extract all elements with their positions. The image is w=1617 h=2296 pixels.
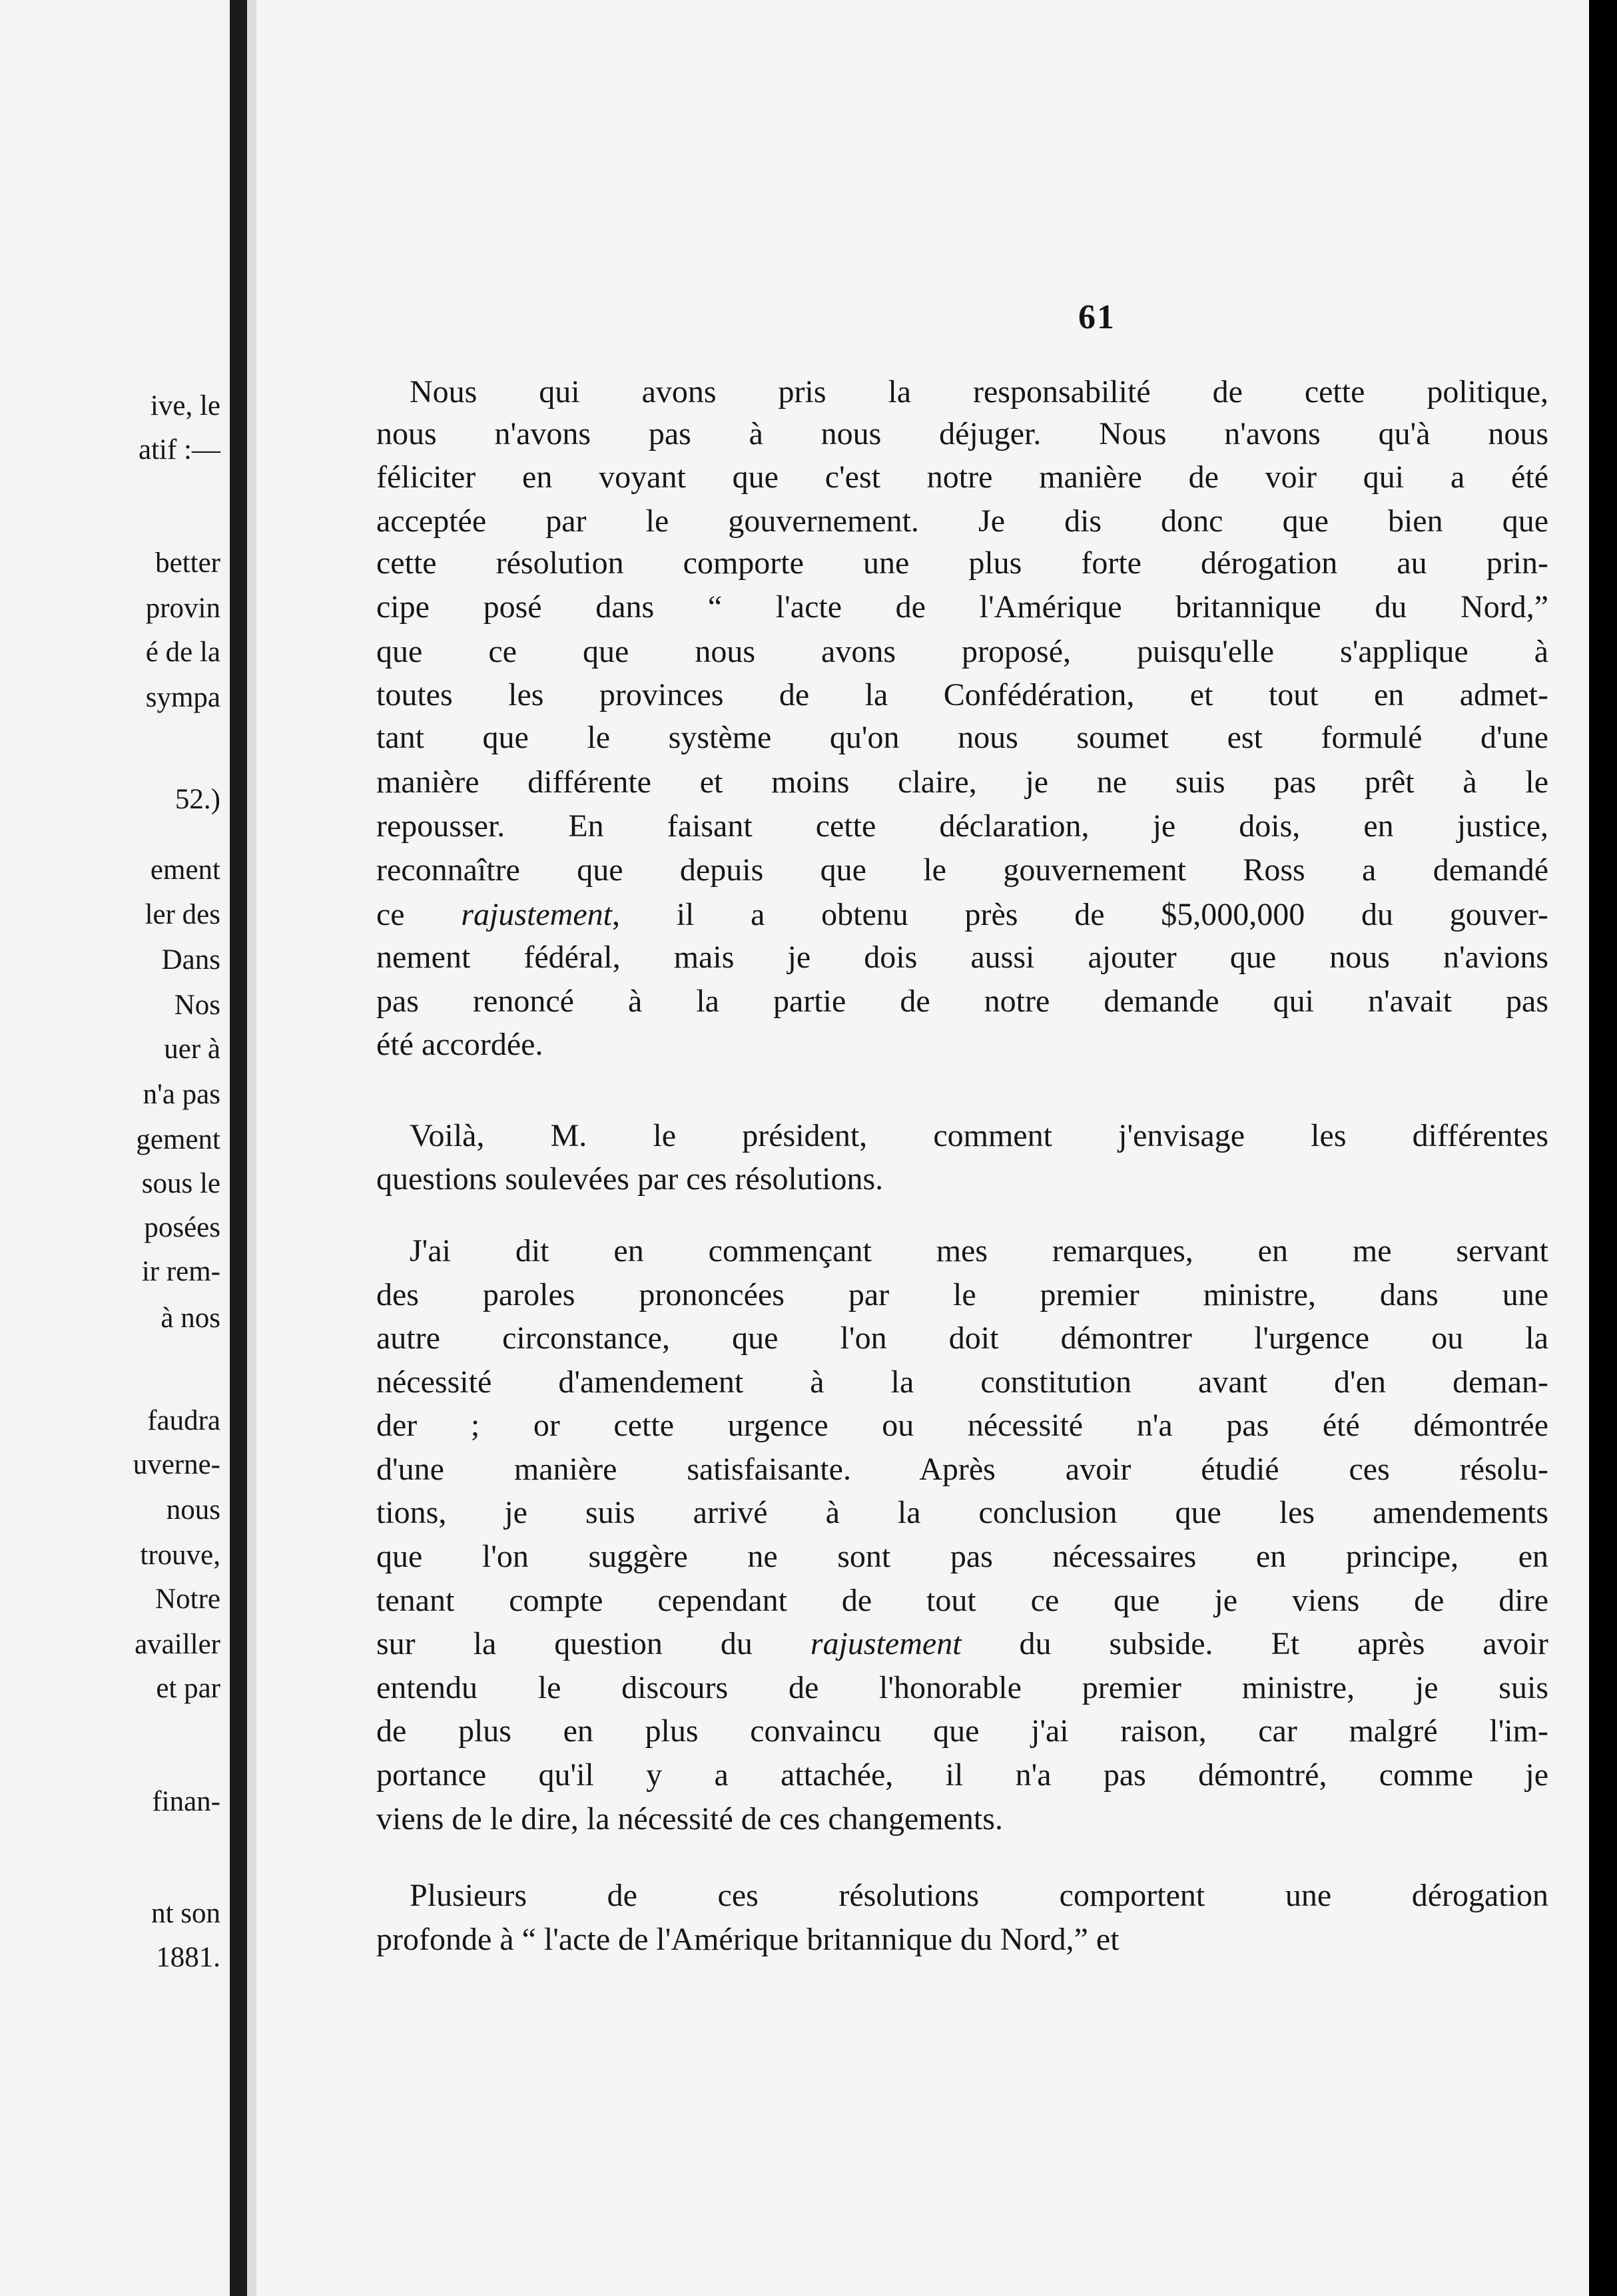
body-text-line: autre circonstance, que l'on doit démontrer l'urgence ou la — [376, 1320, 1548, 1356]
facing-page-line: provin — [145, 593, 220, 624]
facing-page-line: atif :— — [139, 434, 220, 465]
body-text-line: été accordée. — [376, 1027, 543, 1062]
facing-page-line: é de la — [145, 637, 220, 668]
body-text-line: tant que le système qu'on nous soumet est formulé d'une — [376, 720, 1548, 755]
facing-page-line: finan- — [152, 1786, 220, 1817]
body-text-line: Voilà, M. le président, comment j'envisage les différentes — [410, 1118, 1548, 1153]
body-text-line: nécessité d'amendement à la constitution avant d'en deman- — [376, 1364, 1548, 1400]
body-text-line — [376, 1628, 1548, 1660]
body-text-line: que ce que nous avons proposé, puisqu'elle s'applique à — [376, 634, 1548, 669]
facing-page-line: 1881. — [156, 1942, 220, 1973]
facing-page-line: uer à — [164, 1033, 220, 1065]
body-text-line: Plusieurs de ces résolutions comportent une dérogation — [410, 1878, 1548, 1913]
facing-page-line: better — [155, 547, 220, 579]
text-segment: du subside. Et après avoir — [961, 1626, 1548, 1661]
facing-page-line: sympa — [145, 682, 220, 713]
body-text-line: de plus en plus convaincu que j'ai raison, car malgré l'im- — [376, 1713, 1548, 1749]
body-text-line: pas renoncé à la partie de notre demande qui n'avait pas — [376, 984, 1548, 1019]
body-text-line: acceptée par le gouvernement. Je dis donc que bien que — [376, 503, 1548, 539]
body-text-line: des paroles prononcées par le premier ministre, dans une — [376, 1277, 1548, 1312]
italic-term: rajustement — [810, 1626, 962, 1661]
facing-page-line: Notre — [155, 1583, 220, 1615]
page-edge — [247, 0, 256, 2296]
facing-page-line: n'a pas — [143, 1079, 220, 1110]
body-text-line: viens de le dire, la nécessité de ces changements. — [376, 1801, 1003, 1837]
body-text-line: cette résolution comporte une plus forte dérogation au prin- — [376, 545, 1548, 581]
body-text-line: nous n'avons pas à nous déjuger. Nous n'avons qu'à nous — [376, 416, 1548, 451]
body-text-line: nement fédéral, mais je dois aussi ajouter que nous n'avions — [376, 940, 1548, 975]
facing-page-line: Nos — [174, 990, 220, 1021]
facing-page-line: ir rem- — [141, 1256, 220, 1287]
body-text-line: tenant compte cependant de tout ce que je viens de dire — [376, 1583, 1548, 1618]
book-page — [256, 0, 1589, 2296]
facing-page-line: posées — [144, 1212, 220, 1243]
facing-page-line: ive, le — [150, 390, 220, 422]
body-text-line: cipe posé dans “ l'acte de l'Amérique britannique du Nord,” — [376, 589, 1548, 625]
facing-page-line: availler — [135, 1629, 220, 1660]
body-text-line: questions soulevées par ces résolutions. — [376, 1161, 884, 1197]
body-text-line: toutes les provinces de la Confédération, et tout en admet- — [376, 677, 1548, 713]
body-text-line: der ; or cette urgence ou nécessité n'a pas été démontrée — [376, 1408, 1548, 1443]
body-text-line: entendu le discours de l'honorable premier ministre, je suis — [376, 1670, 1548, 1705]
facing-page-line: et par — [156, 1673, 220, 1704]
body-text-line: tions, je suis arrivé à la conclusion que les amendements — [376, 1495, 1548, 1530]
facing-page-line: ler des — [145, 899, 220, 930]
book-gutter — [230, 0, 247, 2296]
text-segment: , il a obtenu près de $5,000,000 du gouver- — [611, 897, 1549, 932]
facing-page-line: gement — [136, 1124, 220, 1155]
body-text-line: reconnaître que depuis que le gouvernement Ross a demandé — [376, 852, 1548, 888]
body-text-line: Nous qui avons pris la responsabilité de cette politique, — [410, 374, 1548, 410]
body-text-line: repousser. En faisant cette déclaration, je dois, en justice, — [376, 808, 1548, 844]
scan-border — [1589, 0, 1617, 2296]
body-text-line: manière différente et moins claire, je ne suis pas prêt à le — [376, 764, 1548, 800]
body-text-line: profonde à “ l'acte de l'Amérique britannique du Nord,” et — [376, 1922, 1120, 1957]
facing-page-line: nous — [166, 1494, 220, 1526]
body-text-line: féliciter en voyant que c'est notre manière de voir qui a été — [376, 459, 1548, 495]
facing-page-line: Dans — [161, 944, 220, 976]
body-text-line — [376, 899, 1548, 931]
italic-term: rajustement — [461, 897, 612, 932]
facing-page-line: ement — [150, 854, 220, 886]
body-text-line: portance qu'il y a attachée, il n'a pas démontré, comme je — [376, 1757, 1548, 1793]
facing-page-line: faudra — [147, 1405, 220, 1436]
text-segment: ce — [376, 897, 462, 932]
facing-page-line: nt son — [151, 1898, 220, 1929]
page-number: 61 — [1078, 298, 1116, 336]
facing-page-line: à nos — [161, 1302, 220, 1334]
facing-page-fragment — [0, 0, 230, 2296]
facing-page-line: uverne- — [133, 1449, 220, 1480]
facing-page-line: 52.) — [174, 784, 220, 815]
body-text-line: J'ai dit en commençant mes remarques, en me servant — [410, 1233, 1548, 1269]
facing-page-line: sous le — [141, 1168, 220, 1199]
text-segment: sur la question du — [376, 1626, 810, 1661]
body-text-line: d'une manière satisfaisante. Après avoir étudié ces résolu- — [376, 1452, 1548, 1487]
body-text-line: que l'on suggère ne sont pas nécessaires en principe, en — [376, 1539, 1548, 1574]
facing-page-line: trouve, — [140, 1540, 220, 1571]
